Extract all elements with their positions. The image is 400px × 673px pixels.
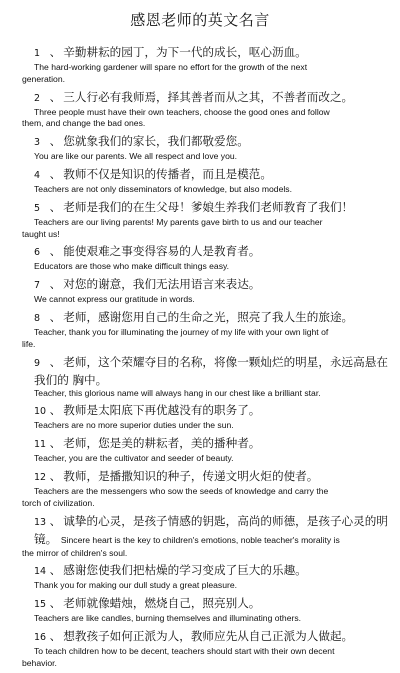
quote-item [0,243,400,276]
quote-english [0,613,400,625]
quote-english-line: Teacher, thank you for illuminating the journey of my life with your own light of [34,326,329,337]
quote-item [0,309,400,354]
quote-separator: 、 [46,513,62,528]
quote-chinese-text: 老师，感谢您用自己的生命之光，照亮了我人生的旅途。 [63,309,354,324]
quote-english [0,548,400,560]
quote-english-inline: Sincere heart is the key to children's emotions, noble teacher's morality is [60,534,340,545]
quote-number: 7 [34,280,41,292]
quote-chinese-text: 老师是我们的在生父母！爹娘生养我们老师教育了我们！ [63,199,354,214]
quote-item [0,402,400,435]
quote-separator: 、 [46,354,62,369]
quote-number: 10 [34,406,47,418]
page-title: 感恩老师的英文名言 [130,11,270,29]
quote-item [0,133,400,166]
quote-number: 15 [34,599,47,611]
quote-separator: 、 [46,89,62,104]
quote-separator: 、 [46,199,62,214]
quote-english [0,184,400,196]
quote-english-continuation: them, and change the bad ones. [22,118,146,129]
quote-chinese [0,402,400,420]
quote-chinese [0,628,400,646]
quote-chinese [0,89,400,107]
quote-number: 8 [34,312,41,324]
quote-english-continuation: the mirror of children's soul. [22,547,128,558]
quote-number: 12 [34,471,47,483]
quote-english-line: The hard-working gardener will spare no effort for the growth of the next [34,62,308,72]
quote-item [0,44,400,89]
quote-english-line: Thank you for making our dull study a great pleasure. [34,580,238,591]
quote-english-line: Teachers are not only disseminators of knowledge, but also models. [34,183,292,194]
quote-chinese [0,276,400,294]
quote-english-line: Teachers are the messengers who sow the seeds of knowledge and carry the [34,485,329,496]
quote-english-continuation: generation. [22,73,66,84]
quote-number: 3 [34,137,41,149]
item-spacer [0,670,400,673]
quote-number: 9 [34,357,41,369]
quote-number: 2 [34,92,41,104]
quote-english [0,62,400,86]
quote-english [0,580,400,592]
quote-item [0,513,400,563]
quote-separator: 、 [46,596,62,611]
quote-english [0,107,400,131]
quote-item [0,435,400,468]
quote-chinese [0,354,400,388]
quote-chinese-text: 能使艰难之事变得容易的人是教育者。 [63,244,261,259]
quote-number: 5 [34,202,41,214]
quote-english-continuation: behavior. [22,657,57,668]
quote-chinese [0,166,400,184]
quote-item [0,628,400,673]
quote-item [0,562,400,595]
quote-item [0,89,400,134]
quote-english [0,217,400,241]
quote-number: 14 [34,566,47,578]
quote-english-continuation: torch of civilization. [22,497,95,508]
quote-english-line: Teachers are our living parents! My parents gave birth to us and our teacher [34,216,323,227]
quote-chinese-text: 想教孩子如何正派为人，教师应先从自己正派为人做起。 [63,628,354,643]
quote-english-line: Teachers are like candles, burning themselves and illuminating others. [34,613,302,624]
quote-chinese-text: 辛勤耕耘的园丁，为下一代的成长，呕心沥血。 [63,45,307,59]
quote-separator: 、 [46,277,62,292]
quote-chinese-text: 教师是太阳底下再优越没有的职务了。 [63,403,261,418]
quote-chinese-text: 老师就像蜡烛，燃烧自己，照亮别人。 [63,596,261,611]
quote-english [0,151,400,163]
quote-item [0,166,400,199]
quote-english [0,261,400,273]
quote-chinese-text: 对您的谢意，我们无法用语言来表达。 [63,277,261,292]
quote-separator: 、 [46,309,62,324]
quote-chinese-text: 您就象我们的家长，我们都敬爱您。 [63,134,249,149]
quote-chinese [0,44,400,62]
quote-separator: 、 [46,403,62,418]
quote-english-line: We cannot express our gratitude in words. [34,294,195,305]
quote-chinese-text: 老师，这个荣耀夺目的名称，将像一颗灿烂的明星，永远高悬在我们的 胸中。 [34,354,388,387]
quote-list [0,44,400,673]
quote-chinese-text: 老师，您是美的耕耘者，美的播种者。 [63,436,261,451]
quote-separator: 、 [46,436,62,451]
quote-chinese [0,513,400,548]
quote-item [0,354,400,403]
quote-english [0,388,400,400]
quote-english [0,294,400,306]
quote-separator: 、 [46,563,62,578]
quote-english-line: To teach children how to be decent, teachers should start with their own decent [34,645,335,656]
quote-number: 13 [34,516,47,528]
quote-item [0,468,400,513]
quote-english-line: Teacher, this glorious name will always hang in our chest like a brilliant star. [34,387,321,398]
quote-english-line: Educators are those who make difficult things easy. [34,261,230,272]
quote-english [0,453,400,465]
quote-number: 4 [34,169,41,181]
quote-english-line: Teachers are no more superior duties under the sun. [34,420,234,431]
quote-english [0,327,400,351]
quote-english-line: Teacher, you are the cultivator and seeder of beauty. [34,453,234,464]
quote-chinese [0,243,400,261]
quote-english [0,420,400,432]
quote-separator: 、 [46,628,62,643]
quote-chinese [0,309,400,327]
quote-english [0,486,400,510]
quote-chinese-text: 教师不仅是知识的传播者，而且是模范。 [63,166,272,181]
quote-chinese [0,595,400,613]
quote-separator: 、 [46,134,62,149]
quote-separator: 、 [46,45,62,59]
quote-english-continuation: taught us! [22,228,60,239]
quote-chinese-text: 三人行必有我师焉，择其善者而从之其，不善者而改之。 [63,89,354,104]
quote-chinese [0,133,400,151]
quote-separator: 、 [46,244,62,259]
quote-chinese-text: 诚挚的心灵，是孩子情感的钥匙，高尚的师德，是孩子心灵的明镜。 [34,513,388,546]
quote-english-line: You are like our parents. We all respect and love you. [34,151,238,162]
quote-number: 11 [34,439,47,451]
quote-chinese-text: 感谢您使我们把枯燥的学习变成了巨大的乐趣。 [63,563,307,578]
quote-chinese [0,468,400,486]
quote-chinese-text: 教师，是播撒知识的种子，传递文明火炬的使者。 [63,468,319,483]
quote-separator: 、 [46,166,62,181]
quote-number: 16 [34,631,47,643]
quote-english [0,646,400,670]
quote-item [0,276,400,309]
quote-item [0,199,400,244]
quote-english-line: Three people must have their own teachers, choose the good ones and follow [34,106,330,117]
quote-chinese [0,199,400,217]
quote-item [0,595,400,628]
quote-number: 1 [34,48,41,59]
quote-english-continuation: life. [22,338,36,349]
quote-separator: 、 [46,468,62,483]
quote-number: 6 [34,247,41,259]
quote-chinese [0,435,400,453]
